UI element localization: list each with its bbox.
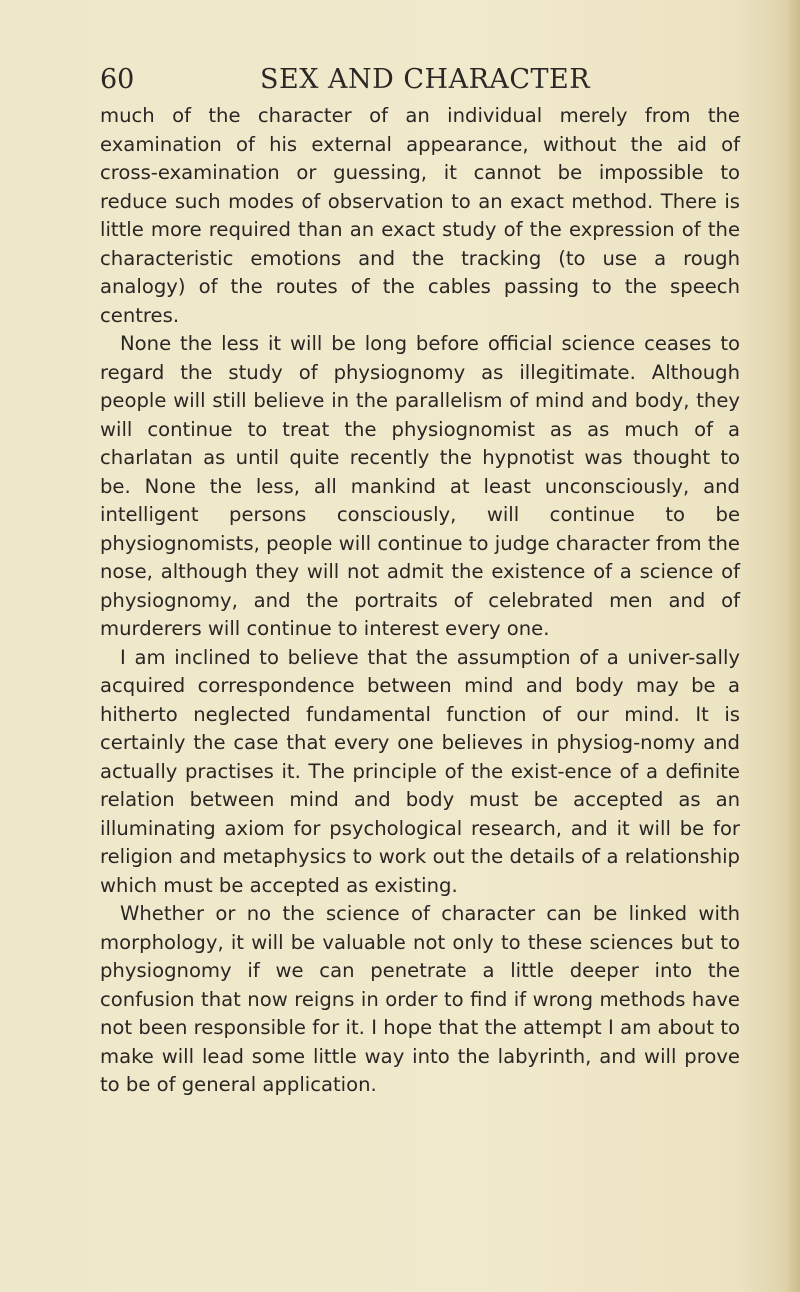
page-header (100, 60, 740, 100)
paragraph-2: None the less it will be long before official science ceases to regard the study of physiognomy as illegitimate. Although people will still believe in the parallelism of mind and body, they will continue to treat the physiognomist as as much of a charlatan as until quite recently the hypnotist was thought to be. None the less, all mankind at least unconsciously, and intelligent persons consciously, will continue to be physiognomists, people will continue to judge character from the nose, although they will not admit the existence of a science of physiognomy, and the portraits of celebrated men and of murderers will continue to interest every one. (100, 332, 740, 640)
page-number: 60 (100, 64, 135, 95)
body-text (100, 102, 740, 1100)
paragraph-1: much of the character of an individual merely from the examination of his external appearance, without the aid of cross-examination or guessing, it cannot be impossible to reduce such modes of observation to an exact method. There is little more required than an exact study of the expression of the characteristic emotions and the tracking (to use a rough analogy) of the routes of the cables passing to the speech centres. (100, 104, 740, 327)
paragraph-3: I am inclined to believe that the assumption of a univer-sally acquired correspondence between mind and body may be a hitherto neglected fundamental function of our mind. It is certainly the case that every one believes in physiog-nomy and actually practises it. The principle of the exist-ence of a definite relation between mind and body must be accepted as an illuminating axiom for psychological research, and it will be for religion and metaphysics to work out the details of a relationship which must be accepted as existing. (100, 645, 740, 897)
paragraph-4: Whether or no the science of character can be linked with morphology, it will be valuable not only to these sciences but to physiognomy if we can penetrate a little deeper into the confusion that now reigns in order to find if wrong methods have not been responsible for it. I hope that the attempt I am about to make will lead some little way into the labyrinth, and will prove to be of general application. (100, 902, 740, 1096)
running-title: SEX AND CHARACTER (260, 64, 591, 95)
page-edge-shadow (786, 0, 800, 1292)
